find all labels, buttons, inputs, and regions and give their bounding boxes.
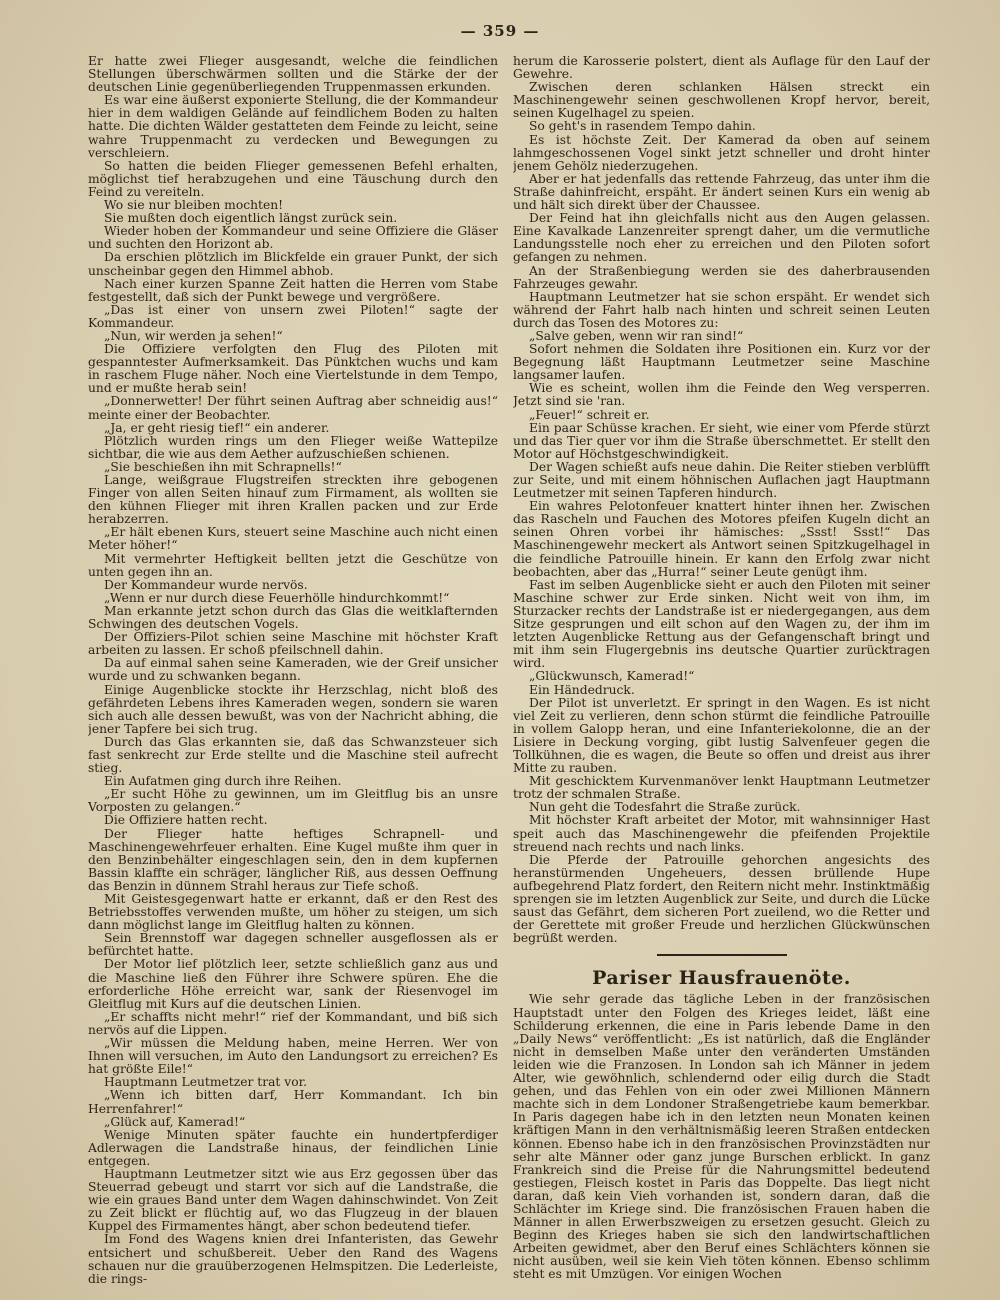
paragraph: Sofort nehmen die Soldaten ihre Positionen ein. Kurz vor der Begegnung läßt Hauptmann Leutmetzer seine Maschine langsamer laufen. [513, 342, 930, 383]
paragraph: „Glück auf, Kamerad!“ [104, 1114, 246, 1129]
paragraph: „Er schaffts nicht mehr!“ rief der Kommandant, und biß sich nervös auf die Lippen. [88, 1009, 498, 1037]
paragraph: Mit vermehrter Heftigkeit bellten jetzt die Geschütze von unten gegen ihn an. [88, 551, 498, 579]
paragraph: So hatten die beiden Flieger gemessenen Befehl erhalten, möglichst tief herabzugehen und eine Täuschung durch den Feind zu vereiteln. [88, 158, 498, 199]
paragraph: Die Offiziere hatten recht. [104, 813, 268, 828]
paragraph: Wo sie nur bleiben mochten! [104, 198, 284, 213]
paragraph: Einige Augenblicke stockte ihr Herzschlag, nicht bloß des gefährdeten Lebens ihres Kameraden wegen, sondern sie waren sich auch alle dessen bewußt, was von der Nachricht abhing, die jener Tapfere bei sich trug. [88, 682, 498, 736]
paragraph: An der Straßenbiegung werden sie des daherbrausenden Fahrzeuges gewahr. [513, 263, 930, 291]
paragraph: Der Pilot ist unverletzt. Er springt in den Wagen. Es ist nicht viel Zeit zu verlieren, denn schon stürmt die feindliche Patrouille in vollem Galopp heran, und eine Infanteriekolonne, die an der Lisiere in Deckung vorging, gibt lustig Salvenfeuer gegen die Tollkühnen, die es wagen, die Beute so offen und dreist aus ihrer Mitte zu rauben. [513, 695, 930, 776]
paragraph: Der Offiziers-Pilot schien seine Maschine mit höchster Kraft arbeiten zu lassen. Er schoß pfeilschnell dahin. [88, 630, 498, 658]
paragraph: Der Wagen schießt aufs neue dahin. Die Reiter stieben verblüfft zur Seite, und mit einem höhnischen Auflachen jagt Hauptmann Leutmetzer mit seinen Tapferen hindurch. [513, 459, 930, 501]
paragraph: herum die Karosserie polstert, dient als Auflage für den Lauf der Gewehre. [513, 55, 930, 82]
paragraph: Die Offiziere verfolgten den Flug des Piloten mit gespanntester Aufmerksamkeit. Das Pünktchen wuchs und kam in raschem Fluge näher. Noch eine Viertelstunde in dem Tempo, und er mußte herab sein! [88, 342, 498, 396]
paragraph: Der Motor lief plötzlich leer, setzte schließlich ganz aus und die Maschine ließ den Führer ihre Schwere spüren. Ehe die erforderliche Höhe erreicht war, sank der Riesenvogel im Gleitflug mit Kurs auf die deutschen Linien. [88, 957, 498, 1011]
page-number: — 359 — [460, 22, 540, 40]
paragraph: Durch das Glas erkannten sie, daß das Schwanzsteuer sich fast senkrecht zur Erde stellte und die Maschine steil aufrecht stieg. [88, 734, 498, 776]
paragraph: „Nun, wir werden ja sehen!“ [104, 328, 283, 343]
paragraph: Sie mußten doch eigentlich längst zurück sein. [104, 211, 398, 226]
paragraph: Da erschien plötzlich im Blickfelde ein grauer Punkt, der sich unscheinbar gegen den Himmel abhob. [88, 250, 498, 278]
paragraph: Sein Brennstoff war dagegen schneller ausgeflossen als er befürchtet hatte. [88, 931, 498, 959]
paragraph: Es ist höchste Zeit. Der Kamerad da oben auf seinem lahmgeschossenen Vogel sinkt jetzt schneller und droht hinter jenem Gehölz niederzugehen. [513, 132, 930, 173]
paragraph: Lange, weißgraue Flugstreifen streckten ihre gebogenen Finger von allen Seiten hinauf zum Firmament, als wollten sie den kühnen Flieger mit ihren Krallen packen und zur Erde herabzerren. [88, 473, 498, 527]
paragraph: Nach einer kurzen Spanne Zeit hatten die Herren vom Stabe festgestellt, daß sich der Punkt bewege und vergrößere. [88, 276, 498, 304]
paragraph: „Wir müssen die Meldung haben, meine Herren. Wer von Ihnen will versuchen, im Auto den Landungsort zu erreichen? Es hat größte Eile!“ [88, 1036, 498, 1077]
paragraph: Er hatte zwei Flieger ausgesandt, welche die feindlichen Stellungen überschwärmen sollten und die Stärke der der deutschen Linie gegenüberliegenden Truppenmassen erkunden. [88, 55, 498, 95]
paragraph: „Sie beschießen ihn mit Schrapnells!“ [104, 459, 342, 474]
paragraph: Ein Aufatmen ging durch ihre Reihen. [104, 774, 342, 789]
paragraph: „Feuer!“ schreit er. [529, 407, 650, 422]
paragraph: „Donnerwetter! Der führt seinen Auftrag aber schneidig aus!“ meinte einer der Beobachter. [88, 394, 498, 422]
paragraph: „Wenn er nur durch diese Feuerhölle hindurchkommt!“ [104, 590, 450, 605]
paragraph: Wieder hoben der Kommandeur und seine Offiziere die Gläser und suchten den Horizont ab. [88, 224, 498, 252]
paragraph: Mit geschicktem Kurvenmanöver lenkt Hauptmann Leutmetzer trotz der schmalen Straße. [513, 774, 930, 802]
paragraph: „Glückwunsch, Kamerad!“ [529, 669, 695, 684]
paragraph: Im Fond des Wagens knien drei Infanteristen, das Gewehr entsichert und schußbereit. Ueber den Rand des Wagens schauen nur die grauüberzogenen Helmspitzen. Die Lederleiste, die rings- [88, 1232, 498, 1286]
section-divider [657, 954, 787, 956]
paragraph: „Wenn ich bitten darf, Herr Kommandant. Ich bin Herrenfahrer!“ [88, 1088, 498, 1116]
paragraph: Zwischen deren schlanken Hälsen streckt ein Maschinengewehr seinen geschwollenen Kropf hervor, bereit, seinen Kugelhagel zu speien. [513, 80, 930, 121]
paragraph: „Das ist einer von unsern zwei Piloten!“ sagte der Kommandeur. [88, 302, 498, 330]
paragraph: So geht's in rasendem Tempo dahin. [529, 119, 756, 134]
paragraph: Nun geht die Todesfahrt die Straße zurück. [529, 800, 801, 815]
paragraph: Der Flieger hatte heftiges Schrapnell- und Maschinengewehrfeuer erhalten. Eine Kugel mußte ihm quer in den Benzinbehälter eingeschlagen sein, den in dem kupfernen Bassin klaffte ein schräger, länglicher Riß, aus dessen Oeffnung das Benzin in dünnem Strahl heraus zur Tiefe schoß. [88, 826, 498, 893]
paragraph: „Er sucht Höhe zu gewinnen, um im Gleitflug bis an unsre Vorposten zu gelangen.“ [88, 787, 498, 815]
paragraph: Die Pferde der Patrouille gehorchen angesichts des heranstürmenden Ungeheuers, dessen brüllende Hupe aufbegehrend Platz fordert, den Reitern nicht mehr. Instinktmäßig sprengen sie im letzten Augenblick zur Seite, und durch die Lücke saust das Gefährt, dem sicheren Port zueilend, wo die Retter und der Gerettete mit großer Freude und herzlichen Glückwünschen begrüßt werden. [513, 852, 930, 946]
paragraph: „Ja, er geht riesig tief!“ ein anderer. [104, 420, 330, 435]
left-column [88, 55, 498, 1295]
paragraph: Wenige Minuten später fauchte ein hundertpferdiger Adlerwagen die Landstraße hinaus, der feindlichen Linie entgegen. [88, 1127, 498, 1168]
paragraph: „Er hält ebenen Kurs, steuert seine Maschine auch nicht einen Meter höher!“ [88, 525, 498, 553]
paragraph: Hauptmann Leutmetzer trat vor. [104, 1075, 308, 1090]
paragraph: Ein Händedruck. [529, 682, 635, 697]
paragraph: Der Kommandeur wurde nervös. [104, 577, 308, 592]
right-column [513, 55, 930, 1295]
paragraph: Aber er hat jedenfalls das rettende Fahrzeug, das unter ihm die Straße dahinfreicht, erspäht. Er ändert seinen Kurs ein wenig ab und hält sich direkt über der Chaussee. [513, 171, 930, 213]
article-heading: Pariser Hausfrauenöte. [592, 967, 851, 990]
paragraph: Mit höchster Kraft arbeitet der Motor, mit wahnsinniger Hast speit auch das Maschinengewehr die pfeifenden Projektile streuend nach rechts und nach links. [513, 813, 930, 854]
paragraph: Hauptmann Leutmetzer hat sie schon erspäht. Er wendet sich während der Fahrt halb nach hinten und schreit seinen Leuten durch das Tosen des Motores zu: [513, 289, 930, 330]
paragraph: Es war eine äußerst exponierte Stellung, die der Kommandeur hier in dem waldigen Gelände auf feindlichem Boden zu halten hatte. Die dichten Wälder gestatteten dem Feinde zu leicht, seine wahre Truppenmacht zu verdecken und Bewegungen zu verschleiern. [88, 93, 498, 160]
paragraph: „Salve geben, wenn wir ran sind!“ [529, 328, 744, 343]
story-continuation [513, 55, 930, 945]
paragraph: Wie es scheint, wollen ihm die Feinde den Weg versperren. Jetzt sind sie 'ran. [513, 381, 930, 409]
article-body [513, 993, 930, 1281]
paragraph: Wie sehr gerade das tägliche Leben in der französischen Hauptstadt unter den Folgen des Krieges leidet, läßt eine Schilderung erkennen, die eine in Paris lebende Dame in den „Daily News“ veröffentlicht: „Es ist natürlich, daß die Engländer nicht in demselben Maße unter den veränderten Umständen leiden wie die Franzosen. In London sah ich Männer in jedem Alter, wie gewöhnlich, schlendernd oder eilig durch die Stadt gehen, und das Fehlen von ein oder zwei Millionen Männern machte sich in dem Londoner Straßengetriebe kaum bemerkbar. In Paris dagegen habe ich in den letzten neun Monaten keinen kräftigen Mann in den verhältnismäßig leeren Straßen entdecken können. Ebenso habe ich in den französischen Provinzstädten nur sehr alte Männer oder ganz junge Burschen erblickt. In ganz Frankreich sind die Preise für die Nahrungsmittel bedeutend gestiegen, Fleisch kostet in Paris das Doppelte. Das liegt nicht daran, daß kein Vieh vorhanden ist, sondern daran, daß die Schlächter im Kriege sind. Die französischen Frauen haben die Männer in allen Erwerbszweigen zu ersetzen gesucht. Gleich zu Beginn des Krieges haben sie sich den landwirtschaftlichen Arbeiten gewidmet, aber den Beruf eines Schlächters können sie nicht ausüben, weil sie kein Vieh töten können. Ebenso schlimm steht es mit Umzügen. Vor einigen Wochen [513, 992, 930, 1282]
paragraph: Da auf einmal sahen seine Kameraden, wie der Greif unsicher wurde und zu schwanken begann. [88, 656, 498, 684]
paragraph: Man erkannte jetzt schon durch das Glas die weitklafternden Schwingen des deutschen Vogels. [88, 603, 498, 632]
paragraph: Fast im selben Augenblicke sieht er auch den Piloten mit seiner Maschine schwer zur Erde sinken. Nicht weit von ihm, im Sturzacker rechts der Landstraße ist er niedergegangen, aus dem Sitze gesprungen und eilt schon auf den Wagen zu, der ihm im letzten Augenblicke Rettung aus der Gefangenschaft bringt und mit ihm sein Flugergebnis ins deutsche Quartier zurücktragen wird. [513, 577, 930, 671]
paragraph: Ein wahres Pelotonfeuer knattert hinter ihnen her. Zwischen das Rascheln und Fauchen des Motores pfeifen Kugeln dicht an seinen Ohren vorbei ihr hämisches: „Ssst! Ssst!“ Das Maschinengewehr meckert als Antwort seinen Spitzkugelhagel in die feindliche Patrouille hinein. Er kann den Erfolg zwar nicht beobachten, aber das „Hurra!“ seiner Leute genügt ihm. [513, 499, 930, 579]
paragraph: Mit Geistesgegenwart hatte er erkannt, daß er den Rest des Betriebsstoffes verwenden mußte, um höher zu steigen, um sich dann möglichst lange im Gleitflug halten zu können. [88, 892, 498, 933]
paragraph: Ein paar Schüsse krachen. Er sieht, wie einer vom Pferde stürzt und das Tier quer vor ihm die Straße überschmettet. Er stellt den Motor auf Höchstgeschwindigkeit. [513, 420, 930, 461]
paragraph: Der Feind hat ihn gleichfalls nicht aus den Augen gelassen. Eine Kavalkade Lanzenreiter sprengt daher, um die vermutliche Landungsstelle noch eher zu erreichen und den Piloten sofort gefangen zu nehmen. [513, 211, 930, 265]
paragraph: Hauptmann Leutmetzer sitzt wie aus Erz gegossen über das Steuerrad gebeugt und starrt vor sich auf die Landstraße, die wie ein graues Band unter dem Wagen dahinschwindet. Von Zeit zu Zeit blickt er flüchtig auf, wo das Flugzeug in der blauen Kuppel des Firmamentes hängt, aber schon bedeutend tiefer. [88, 1166, 498, 1234]
paragraph: Plötzlich wurden rings um den Flieger weiße Wattepilze sichtbar, die wie aus dem Aether aufzuschießen schienen. [88, 433, 498, 461]
